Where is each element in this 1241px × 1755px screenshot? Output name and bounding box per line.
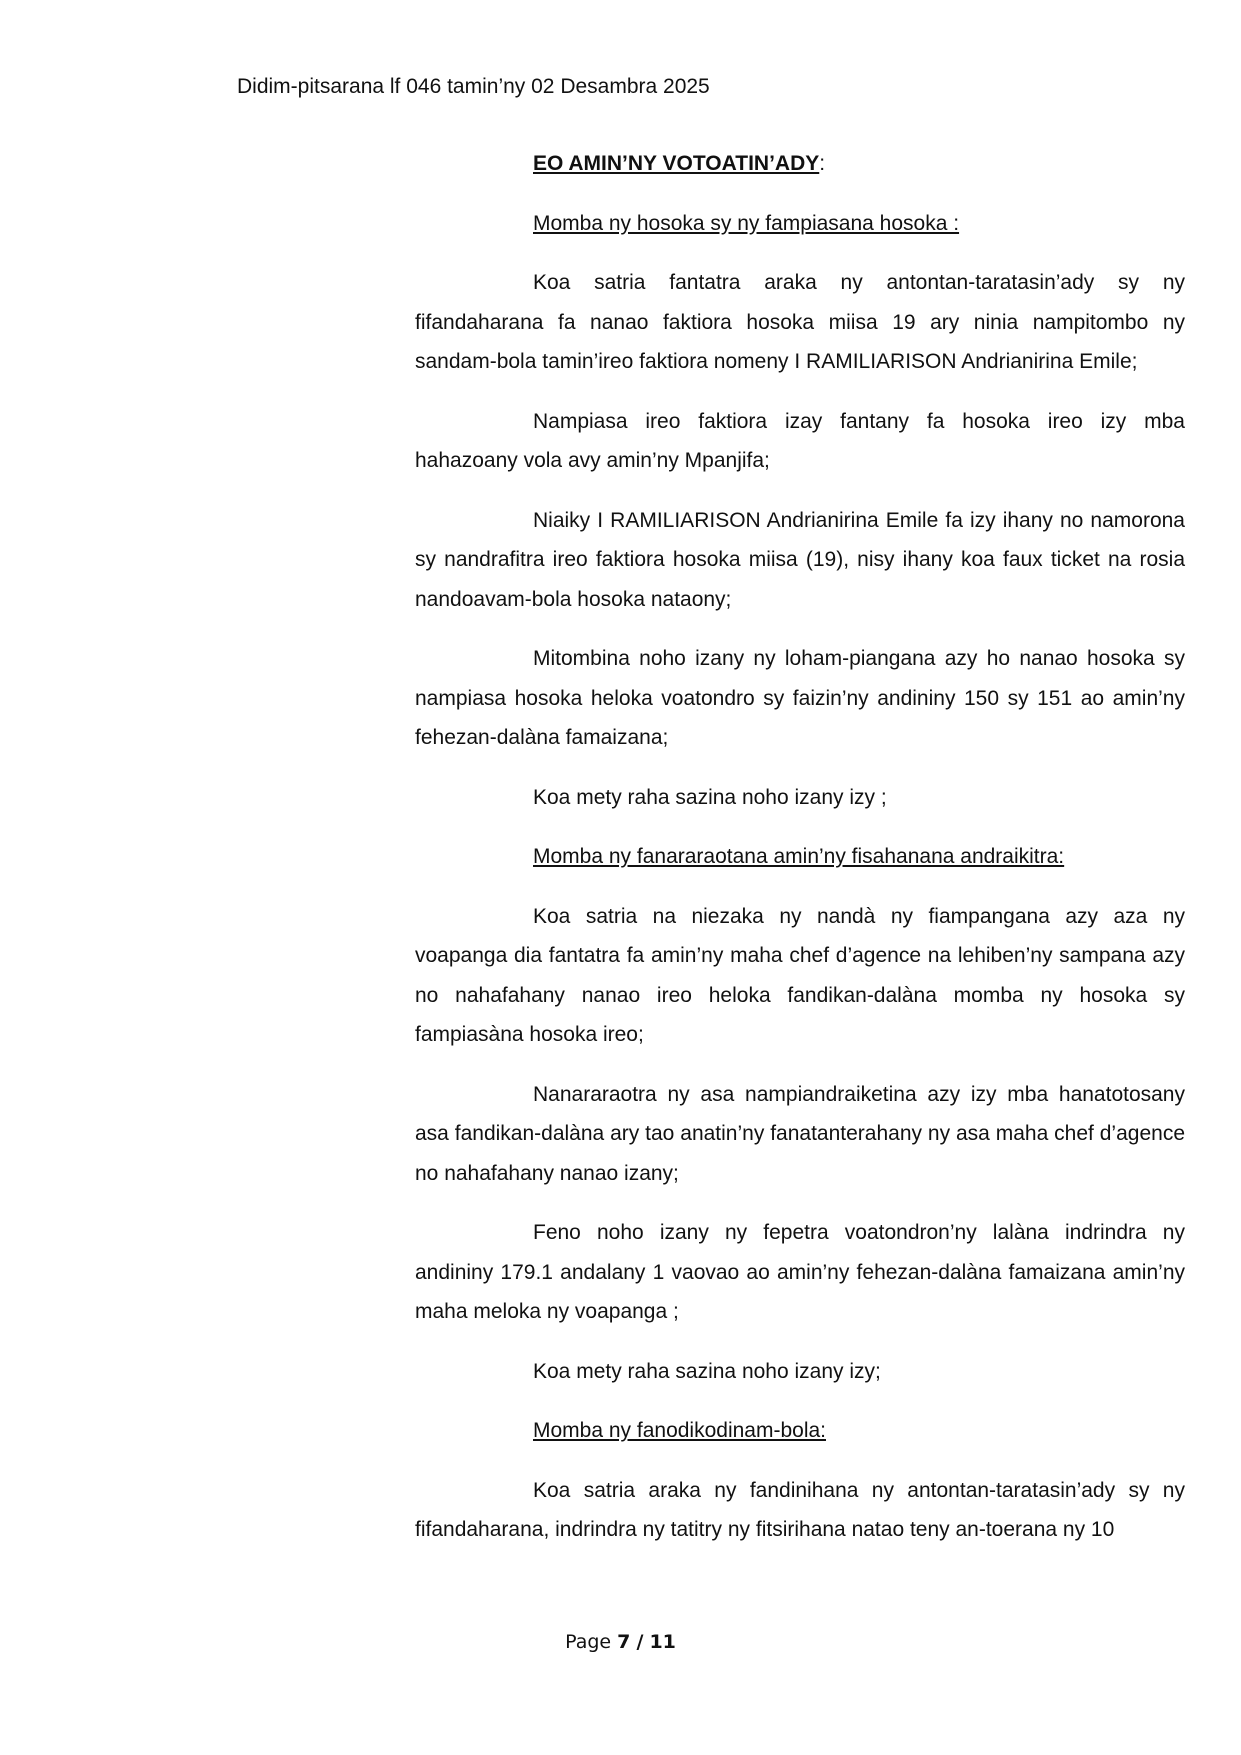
paragraph: Koa satria na niezaka ny nandà ny fiampangana azy aza ny voapanga dia fantatra fa amin’ny maha chef d’agence na lehiben’ny sampana azy no nahafahany nanao ireo heloka fandikan-dalàna momba ny hosoka sy fampiasàna hosoka ireo; (415, 904, 1185, 1046)
subheading-abuse-of-office: Momba ny fanararaotana amin’ny fisahanana andraikitra: (533, 845, 1065, 868)
section-title (533, 144, 1185, 184)
subheading-forgery: Momba ny hosoka sy ny fampiasana hosoka : (533, 211, 960, 235)
document-body (415, 144, 1185, 1570)
document-header: Didim-pitsarana lf 046 tamin’ny 02 Desambra 2025 (237, 75, 710, 98)
paragraph: Koa satria fantatra araka ny antontan-taratasin’ady sy ny fifandaharana fa nanao faktiora hosoka miisa 19 ary ninia nampitombo ny sandam-bola tamin’ireo faktiora nomeny I RAMILIARISON Andrianirina Emile; (415, 271, 1185, 373)
paragraph: Feno noho izany ny fepetra voatondron’ny lalàna indrindra ny andininy 179.1 andalany 1 vaovao ao amin’ny fehezan-dalàna famaizana amin’ny maha meloka ny voapanga ; (415, 1221, 1185, 1323)
paragraph: Nanararaotra ny asa nampiandraiketina azy izy mba hanatotosany asa fandikan-dalàna ary tao anatin’ny fanatanterahany ny asa maha chef d’agence no nahafahany nanao izany; (415, 1082, 1185, 1185)
page-label: Page (565, 1631, 612, 1653)
paragraph: Koa satria araka ny fandinihana ny antontan-taratasin’ady sy ny fifandaharana, indrindra ny tatitry ny fitsirihana natao teny an-toerana ny 10 (415, 1478, 1185, 1541)
paragraph: Koa mety raha sazina noho izany izy; (533, 1359, 881, 1383)
section-title-text: EO AMIN’NY VOTOATIN’ADY (533, 152, 820, 175)
page-footer (0, 1628, 1241, 1656)
page-separator: / (636, 1631, 644, 1653)
section-title-suffix: : (819, 152, 826, 175)
paragraph: Mitombina noho izany ny loham-piangana azy ho nanao hosoka sy nampiasa hosoka heloka voatondro sy faizin’ny andininy 150 sy 151 ao amin’ny fehezan-dalàna famaizana; (415, 647, 1185, 749)
total-pages: 11 (649, 1631, 676, 1653)
paragraph: Koa mety raha sazina noho izany izy ; (533, 785, 887, 809)
paragraph: Niaiky I RAMILIARISON Andrianirina Emile fa izy ihany no namorona sy nandrafitra ireo faktiora hosoka miisa (19), nisy ihany koa faux ticket na rosia nandoavam-bola hosoka nataony; (415, 508, 1185, 611)
paragraph: Nampiasa ireo faktiora izay fantany fa hosoka ireo izy mba hahazoany vola avy amin’ny Mpanjifa; (415, 409, 1185, 472)
subheading-embezzlement: Momba ny fanodikodinam-bola: (533, 1419, 826, 1442)
current-page-number: 7 (617, 1631, 631, 1653)
